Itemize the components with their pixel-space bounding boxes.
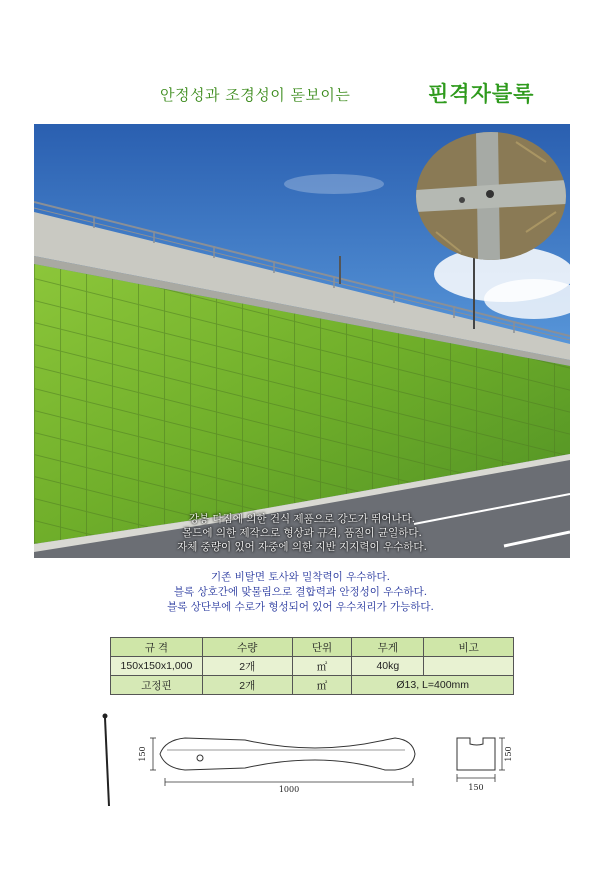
photo-caption [34,512,570,554]
cell-unit: ㎡ [292,657,352,676]
cell-weight-remarks: Ø13, L=400mm [352,676,514,695]
page-title: 핀격자블록 [428,82,535,106]
cell-spec: 150x150x1,000 [111,657,203,676]
table-header-row [111,638,514,657]
table-row [111,676,514,695]
cell-spec: 고정핀 [111,676,203,695]
header-quantity: 수량 [202,638,292,657]
caption-line: 몰드에 의한 제작으로 형상과 규격, 품질이 균일하다. [182,527,422,539]
header-unit: 단위 [292,638,352,657]
spec-table [110,637,514,695]
block-drawing [95,712,535,822]
dim-height-side-label: 150 [138,746,147,762]
dim-section-width-label: 150 [468,783,484,792]
description-line: 블록 상호간에 맞물림으로 결합력과 안정성이 우수하다. [173,586,428,598]
header-spec: 규 격 [111,638,203,657]
fixing-pin-drawing [103,714,110,807]
block-side-view [160,738,415,770]
block-section-view [457,738,495,770]
table-row [111,657,514,676]
inset-closeup-image [416,132,566,260]
feature-description [0,570,601,615]
cell-weight: 40kg [352,657,424,676]
cell-quantity: 2개 [202,676,292,695]
dim-length-label: 1000 [278,785,300,794]
caption-line: 강봉 다짐에 의한 건식 제품으로 강도가 뛰어나다. [188,513,416,525]
cell-unit: ㎡ [292,676,352,695]
description-line: 기존 비탈면 토사와 밀착력이 우수하다. [211,571,390,583]
slope-photo [34,124,570,558]
description-line: 블록 상단부에 수로가 형성되어 있어 우수처리가 가능하다. [167,601,434,613]
caption-line: 자체 중량이 있어 자중에 의한 지반 지지력이 우수하다. [177,541,427,553]
page-subtitle: 안정성과 조경성이 돋보이는 [160,86,351,104]
dim-section-height-label: 150 [504,746,513,762]
cell-remarks [424,657,514,676]
header-weight: 무게 [352,638,424,657]
header-remarks: 비고 [424,638,514,657]
cell-quantity: 2개 [202,657,292,676]
